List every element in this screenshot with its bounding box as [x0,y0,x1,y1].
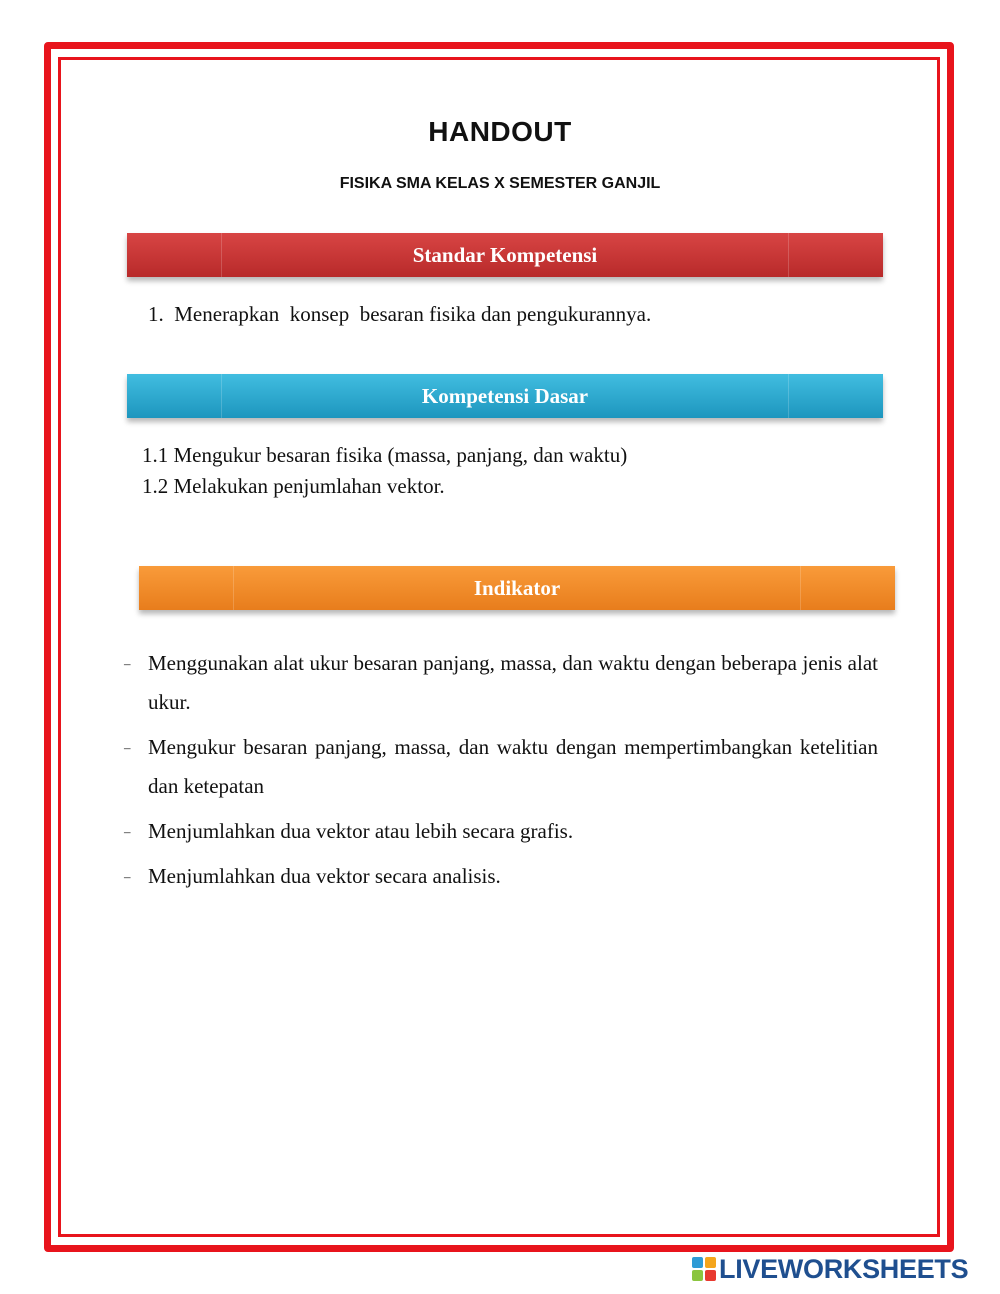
indikator-item [122,857,878,896]
kompetensi-item [142,474,445,499]
page-subtitle: FISIKA SMA KELAS X SEMESTER GANJIL [339,175,661,192]
page-title: HANDOUT [428,116,572,147]
indikator-item-text: Menjumlahkan dua vektor secara analisis. [148,864,501,888]
standar-kompetensi-heading: Standar Kompetensi [127,233,883,277]
indikator-item [122,728,878,806]
kompetensi-item-number: 1.1 [142,443,169,467]
indikator-heading: Indikator [139,566,895,610]
indikator-list [122,644,878,902]
bullet-dash-icon: – [124,824,131,839]
indikator-item-text: Menjumlahkan dua vektor atau lebih secara grafis. [148,819,574,843]
kompetensi-dasar-heading: Kompetensi Dasar [127,374,883,418]
bullet-dash-icon: – [124,656,131,671]
indikator-item-text: Menggunakan alat ukur besaran panjang, massa, dan waktu dengan beberapa jenis alat ukur. [148,651,878,714]
logo-text: LIVEWORKSHEETS [719,1253,969,1284]
standar-item-text: Menerapkan konsep besaran fisika dan pengukurannya. [174,302,652,326]
standar-item [148,302,651,327]
kompetensi-item-text: Melakukan penjumlahan vektor. [173,474,445,498]
bullet-dash-icon: – [124,740,131,755]
liveworksheets-logo[interactable] [692,1254,968,1284]
kompetensi-item [142,443,627,468]
bullet-dash-icon: – [124,869,131,884]
liveworksheets-logo-icon [692,1257,716,1281]
indikator-item [122,644,878,722]
indikator-item-text: Mengukur besaran panjang, massa, dan waktu dengan mempertimbangkan ketelitian dan ketepatan [148,735,878,798]
kompetensi-item-number: 1.2 [142,474,169,498]
kompetensi-item-text: Mengukur besaran fisika (massa, panjang, dan waktu) [173,443,628,467]
indikator-item [122,812,878,851]
standar-item-number: 1. [148,302,164,326]
